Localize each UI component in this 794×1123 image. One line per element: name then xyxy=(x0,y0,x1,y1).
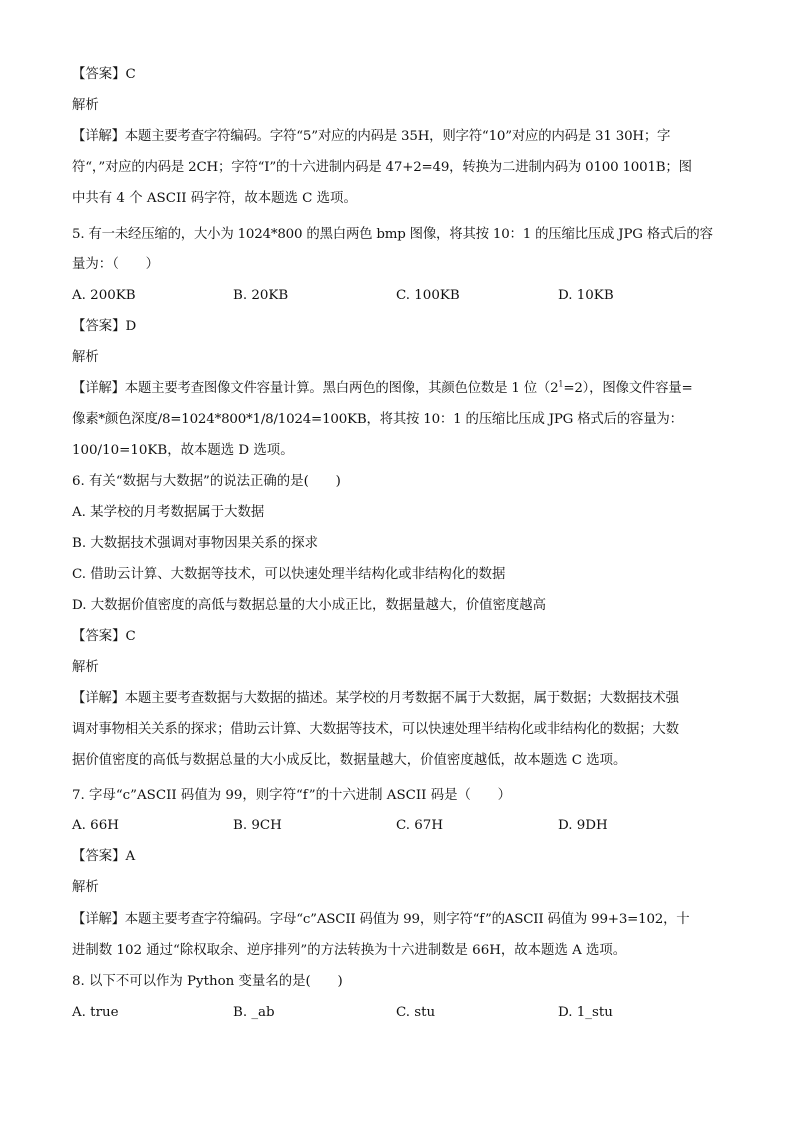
detail-line xyxy=(72,380,693,398)
option-b-q6: B. 大数据技术强调对事物因果关系的探求 xyxy=(72,536,318,551)
analysis-label-q4: 解析 xyxy=(72,98,99,113)
option-d-q6: D. 大数据价值密度的高低与数据总量的大小成正比，数据量越大，价值密度越高 xyxy=(72,598,547,613)
option-b-q5: B. 20KB xyxy=(233,288,289,303)
question-stem-q8: 8. 以下不可以作为 Python 变量名的是( ) xyxy=(72,974,343,989)
option-b-q8: B. _ab xyxy=(233,1005,275,1020)
answer-label-q7: 【答案】A xyxy=(72,849,136,864)
option-a-q7: A. 66H xyxy=(72,818,119,833)
detail-line: 进制数 102 通过“除权取余、逆序排列”的方法转换为十六进制数是 66H，故本题选 A 选项。 xyxy=(72,943,627,958)
option-d-q7: D. 9DH xyxy=(558,818,608,833)
option-d-q8: D. 1_stu xyxy=(558,1005,613,1020)
detail-line: 像素*颜色深度/8=1024*800*1/8/1024=100KB，将其按 10：1 的压缩比压成 JPG 格式后的容量为： xyxy=(72,412,683,427)
option-a-q8: A. true xyxy=(72,1005,119,1020)
option-a-q6: A. 某学校的月考数据属于大数据 xyxy=(72,505,265,520)
analysis-label-q7: 解析 xyxy=(72,880,99,895)
question-stem-q7: 7. 字母“c”ASCII 码值为 99，则字符“f”的十六进制 ASCII 码是（ ） xyxy=(72,788,512,803)
detail-line: 100/10=10KB，故本题选 D 选项。 xyxy=(72,443,294,458)
question-stem-q5: 5. 有一未经压缩的，大小为 1024*800 的黑白两色 bmp 图像，将其按 10：1 的压缩比压成 JPG 格式后的容 xyxy=(72,227,713,242)
analysis-label-q5: 解析 xyxy=(72,350,99,365)
detail-line: 【详解】本题主要考查数据与大数据的描述。某学校的月考数据不属于大数据，属于数据；大数据技术强 xyxy=(72,691,679,706)
answer-label-q4: 【答案】C xyxy=(72,67,136,82)
superscript: 1 xyxy=(558,379,564,389)
option-c-q7: C. 67H xyxy=(396,818,443,833)
question-stem-q6: 6. 有关“数据与大数据”的说法正确的是( ) xyxy=(72,474,341,489)
detail-line: 据价值密度的高低与数据总量的大小成反比，数据量越大，价值密度越低，故本题选 C 选项。 xyxy=(72,753,627,768)
detail-line: 符“，”对应的内码是 2CH；字符“I”的十六进制内码是 47+2=49，转换为二进制内码为 0100 1001B；图 xyxy=(72,160,692,175)
detail-line: 【详解】本题主要考查字符编码。字母“c”ASCII 码值为 99，则字符“f”的ASCII 码值为 99+3=102，十 xyxy=(72,912,690,927)
option-d-q5: D. 10KB xyxy=(558,288,614,303)
answer-label-q5: 【答案】D xyxy=(72,319,137,334)
analysis-label-q6: 解析 xyxy=(72,660,99,675)
detail-line: 【详解】本题主要考查字符编码。字符“5”对应的内码是 35H，则字符“10”对应的内码是 31 30H；字 xyxy=(72,129,671,144)
option-b-q7: B. 9CH xyxy=(233,818,282,833)
option-a-q5: A. 200KB xyxy=(72,288,136,303)
question-stem-q5-cont: 量为：（ ） xyxy=(72,257,160,272)
answer-label-q6: 【答案】C xyxy=(72,629,136,644)
option-c-q6: C. 借助云计算、大数据等技术，可以快速处理半结构化或非结构化的数据 xyxy=(72,567,506,582)
option-c-q8: C. stu xyxy=(396,1005,436,1020)
detail-text: 【详解】本题主要考查图像文件容量计算。黑白两色的图像，其颜色位数是 1 位（2 xyxy=(72,381,559,396)
detail-text: =2），图像文件容量= xyxy=(563,381,693,396)
detail-line: 调对事物相关关系的探求；借助云计算、大数据等技术，可以快速处理半结构化或非结构化的数据；大数 xyxy=(72,722,679,737)
option-c-q5: C. 100KB xyxy=(396,288,460,303)
detail-line: 中共有 4 个 ASCII 码字符，故本题选 C 选项。 xyxy=(72,191,357,206)
